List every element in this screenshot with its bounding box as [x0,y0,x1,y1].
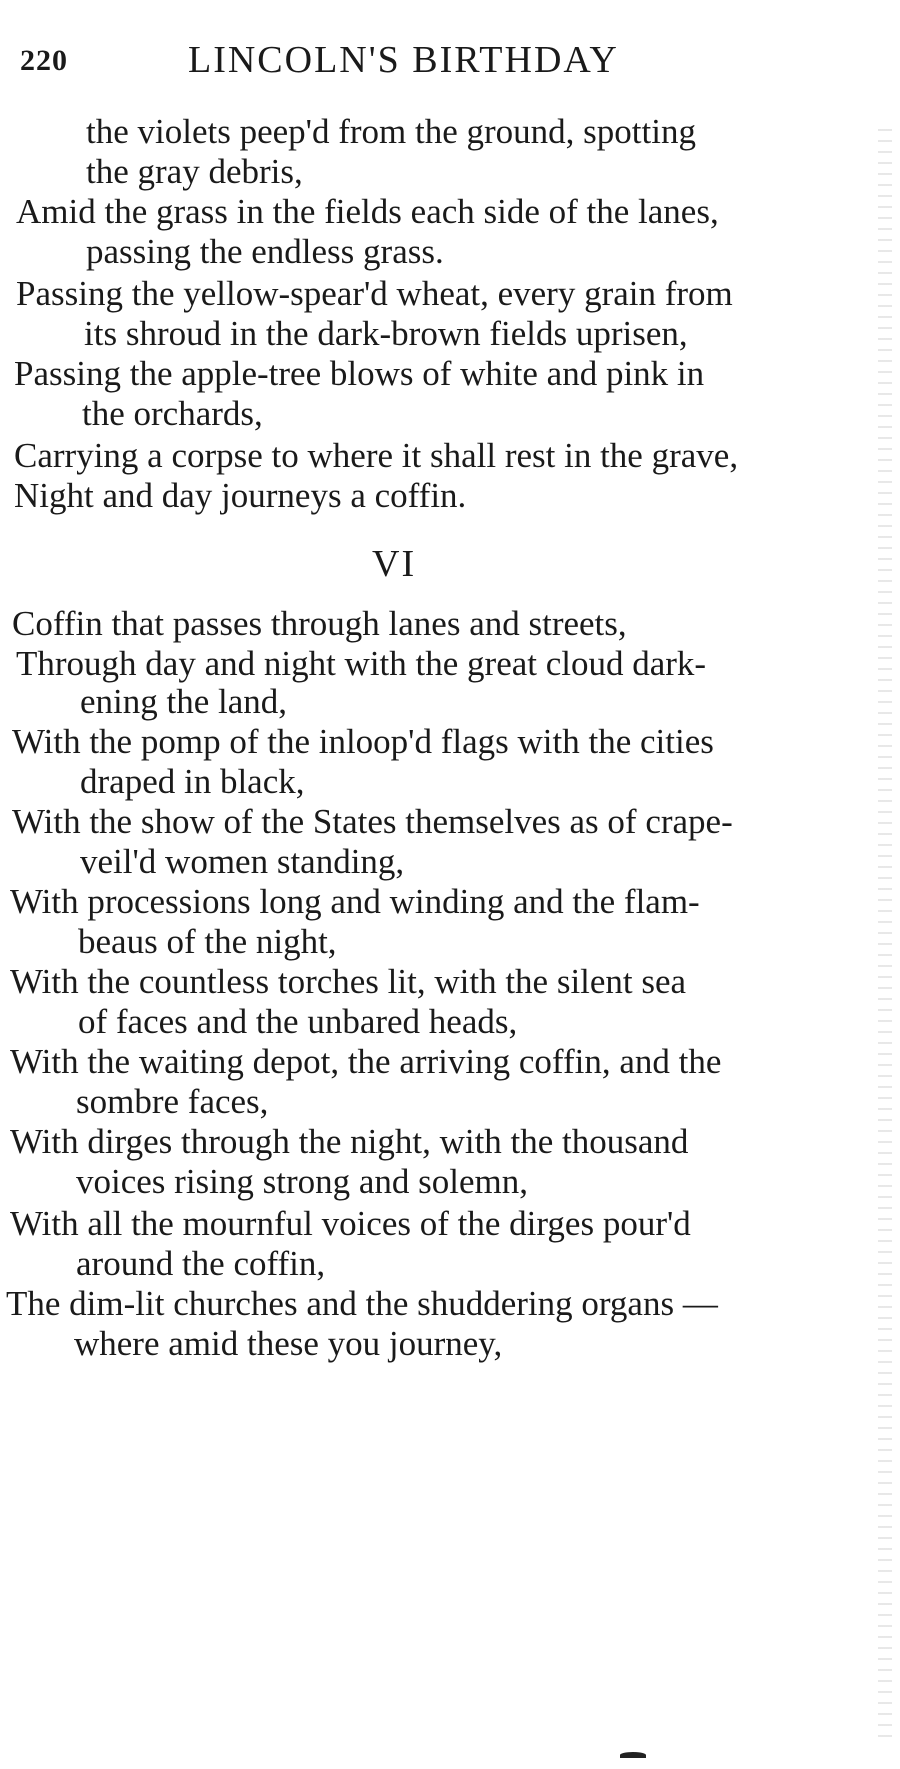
verse-line: voices rising strong and solemn, [76,1162,529,1201]
verse-line: With the waiting depot, the arriving coffin, and the [10,1042,722,1081]
verse-line: the orchards, [82,394,263,433]
verse-line: Coffin that passes through lanes and streets, [12,604,627,643]
verse-line: of faces and the unbared heads, [78,1002,518,1041]
page-edge-speckle [878,120,892,1740]
verse-line: ening the land, [80,682,288,721]
verse-line: Carrying a corpse to where it shall rest in the grave, [14,436,739,475]
verse-line: its shroud in the dark-brown fields uprisen, [84,314,688,353]
verse-line: Amid the grass in the fields each side of the lanes, [16,192,719,231]
verse-line: around the coffin, [76,1244,326,1283]
running-head [20,38,740,88]
verse-line: Passing the apple-tree blows of white and pink in [14,354,705,393]
running-title: LINCOLN'S BIRTHDAY [188,39,619,81]
verse-line: draped in black, [80,762,305,801]
verse-line: With dirges through the night, with the thousand [10,1122,689,1161]
page-number: 220 [20,44,68,77]
verse-line: the gray debris, [86,152,303,191]
verse-line: passing the endless grass. [86,232,444,271]
section-numeral: VI [372,543,417,585]
verse-line: With the pomp of the inloop'd flags with the cities [12,722,714,761]
verse-line: where amid these you journey, [74,1324,503,1363]
verse-line: Passing the yellow-spear'd wheat, every grain from [16,274,733,313]
verse-line: Through day and night with the great cloud dark- [16,644,707,683]
verse-line: veil'd women standing, [80,842,405,881]
verse-line: With all the mournful voices of the dirges pour'd [10,1204,691,1243]
verse-line: the violets peep'd from the ground, spotting [86,112,696,151]
verse-line: With the countless torches lit, with the silent sea [10,962,687,1001]
verse-line: With the show of the States themselves as of crape- [12,802,733,841]
verse-line: sombre faces, [76,1082,269,1121]
verse-line: beaus of the night, [78,922,337,961]
print-mark [620,1752,646,1758]
verse-line: With processions long and winding and the flam- [10,882,700,921]
verse-line: The dim-lit churches and the shuddering organs — [6,1284,718,1323]
verse-line: Night and day journeys a coffin. [14,476,467,515]
